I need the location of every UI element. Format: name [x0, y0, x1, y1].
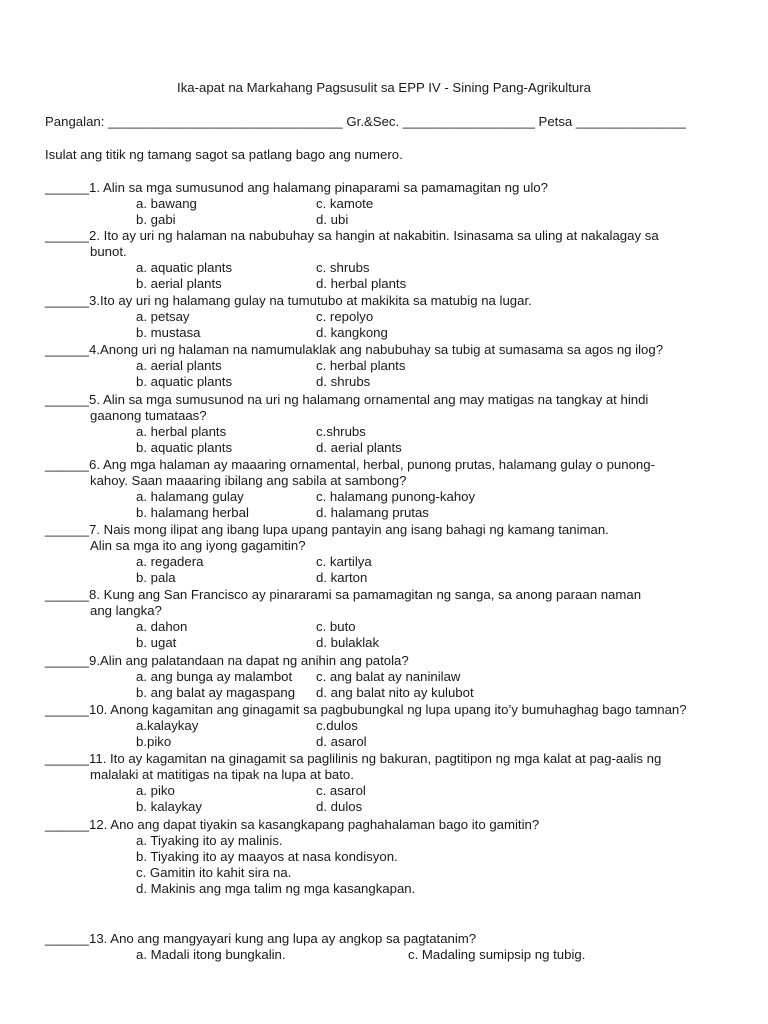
question-3	[45, 293, 745, 341]
question-8	[45, 587, 745, 651]
options	[136, 424, 745, 456]
question-stem: ______13. Ano ang mangyayari kung ang lupa ay angkop sa pagtatanim?	[45, 931, 477, 946]
option: d. asarol	[316, 734, 367, 749]
option: a. herbal plants	[136, 424, 227, 439]
option: c. repolyo	[316, 309, 374, 324]
option: c.shrubs	[316, 424, 366, 439]
option: c. kamote	[316, 196, 374, 211]
option: c.dulos	[316, 718, 358, 733]
option: a. halamang gulay	[136, 489, 244, 504]
question-stem-continued: kahoy. Saan maaaring ibilang ang sabila at sambong?	[90, 473, 407, 488]
options	[136, 309, 745, 341]
option: c. buto	[316, 619, 356, 634]
option: b. aquatic plants	[136, 374, 233, 389]
question-stem: ______5. Alin sa mga sumusunod na uri ng halamang ornamental ang may matigas na tangkay at hindi	[45, 392, 649, 407]
option: a. dahon	[136, 619, 188, 634]
options	[136, 947, 745, 963]
option: a. Tiyaking ito ay malinis.	[136, 833, 283, 848]
options	[136, 196, 745, 228]
option: a. ang bunga ay malambot	[136, 669, 293, 684]
question-stem-continued: ang langka?	[90, 603, 162, 618]
option: d. ubi	[316, 212, 349, 227]
question-stem: ______2. Ito ay uri ng halaman na nabubuhay sa hangin at nakabitin. Isinasama sa uling at nakalagay sa	[45, 228, 659, 243]
question-stem: ______11. Ito ay kagamitan na ginagamit sa paglilinis ng bakuran, pagtitipon ng mga kalat at pag-aalis ng	[45, 751, 662, 766]
question-stem-continued: bunot.	[90, 244, 127, 259]
question-stem-continued: gaanong tumataas?	[90, 408, 207, 423]
question-stem: ______9.Alin ang palatandaan na dapat ng anihin ang patola?	[45, 653, 409, 668]
option: a. piko	[136, 783, 175, 798]
option: c. kartilya	[316, 554, 372, 569]
option: b. gabi	[136, 212, 176, 227]
option: d. halamang prutas	[316, 505, 429, 520]
question-stem: ______7. Nais mong ilipat ang ibang lupa upang pantayin ang isang bahagi ng kamang taniman.	[45, 522, 609, 537]
option: b. aerial plants	[136, 276, 222, 291]
option: c. ang balat ay naninilaw	[316, 669, 461, 684]
question-1	[45, 180, 745, 228]
question-10	[45, 702, 765, 750]
option: b. ugat	[136, 635, 177, 650]
option: d. shrubs	[316, 374, 371, 389]
option: c. asarol	[316, 783, 366, 798]
option: b. Tiyaking ito ay maayos at nasa kondisyon.	[136, 849, 398, 864]
question-stem: ______1. Alin sa mga sumusunod ang halamang pinaparami sa pamamagitan ng ulo?	[45, 180, 548, 195]
question-7	[45, 522, 745, 586]
option: b. kalaykay	[136, 799, 202, 814]
question-stem: ______8. Kung ang San Francisco ay pinararami sa pamamagitan ng sanga, sa anong paraan naman	[45, 587, 642, 602]
options	[136, 718, 765, 750]
question-2	[45, 228, 745, 292]
option: d. ang balat nito ay kulubot	[316, 685, 474, 700]
options	[136, 489, 745, 521]
question-stem: ______3.Ito ay uri ng halamang gulay na tumutubo at makikita sa matubig na lugar.	[45, 293, 532, 308]
options	[136, 358, 745, 390]
option: c. herbal plants	[316, 358, 406, 373]
options	[136, 260, 745, 292]
option: b. ang balat ay magaspang	[136, 685, 296, 700]
student-info-line: Pangalan: ________________________________ Gr.&Sec. __________________ Petsa _______________	[45, 114, 686, 129]
option: c. shrubs	[316, 260, 370, 275]
option: d. dulos	[316, 799, 363, 814]
question-4	[45, 342, 745, 390]
option: a. aquatic plants	[136, 260, 233, 275]
option: d. bulaklak	[316, 635, 380, 650]
option: c. halamang punong-kahoy	[316, 489, 476, 504]
option: a. petsay	[136, 309, 190, 324]
question-stem-continued: malalaki at matitigas na tipak na lupa at bato.	[90, 767, 354, 782]
option: a. bawang	[136, 196, 197, 211]
question-stem: ______4.Anong uri ng halaman na namumulaklak ang nabubuhay sa tubig at sumasama sa agos ng ilog?	[45, 342, 664, 357]
option: b. aquatic plants	[136, 440, 233, 455]
question-9	[45, 653, 745, 701]
question-stem: ______6. Ang mga halaman ay maaaring ornamental, herbal, punong prutas, halamang gulay o punong-	[45, 457, 655, 472]
question-11	[45, 751, 765, 815]
option: a. aerial plants	[136, 358, 222, 373]
option: d. aerial plants	[316, 440, 402, 455]
option: c. Madaling sumipsip ng tubig.	[408, 947, 586, 962]
option: b. halamang herbal	[136, 505, 249, 520]
options	[136, 669, 745, 701]
question-stem: ______10. Anong kagamitan ang ginagamit sa pagbubungkal ng lupa upang ito’y bumuhaghag bago tamnan?	[45, 702, 687, 717]
option: b. mustasa	[136, 325, 201, 340]
option: b.piko	[136, 734, 172, 749]
option: d. herbal plants	[316, 276, 407, 291]
exam-title: Ika-apat na Markahang Pagsusulit sa EPP IV - Sining Pang-Agrikultura	[177, 80, 591, 95]
question-5	[45, 392, 745, 456]
question-stem: ______12. Ano ang dapat tiyakin sa kasangkapang paghahalaman bago ito gamitin?	[45, 817, 540, 832]
options	[136, 554, 745, 586]
option: a. Madali itong bungkalin.	[136, 947, 286, 962]
option: a.kalaykay	[136, 718, 199, 733]
question-13	[45, 931, 745, 963]
option: d. karton	[316, 570, 368, 585]
options	[136, 619, 745, 651]
question-6	[45, 457, 745, 521]
option: d. Makinis ang mga talim ng mga kasangkapan.	[136, 881, 416, 896]
question-12	[45, 817, 745, 897]
option: d. kangkong	[316, 325, 388, 340]
option: b. pala	[136, 570, 176, 585]
option: c. Gamitin ito kahit sira na.	[136, 865, 292, 880]
options-list	[136, 833, 745, 897]
instructions: Isulat ang titik ng tamang sagot sa patlang bago ang numero.	[45, 147, 403, 162]
option: a. regadera	[136, 554, 204, 569]
options	[136, 783, 765, 815]
question-stem-continued: Alin sa mga ito ang iyong gagamitin?	[90, 538, 306, 553]
